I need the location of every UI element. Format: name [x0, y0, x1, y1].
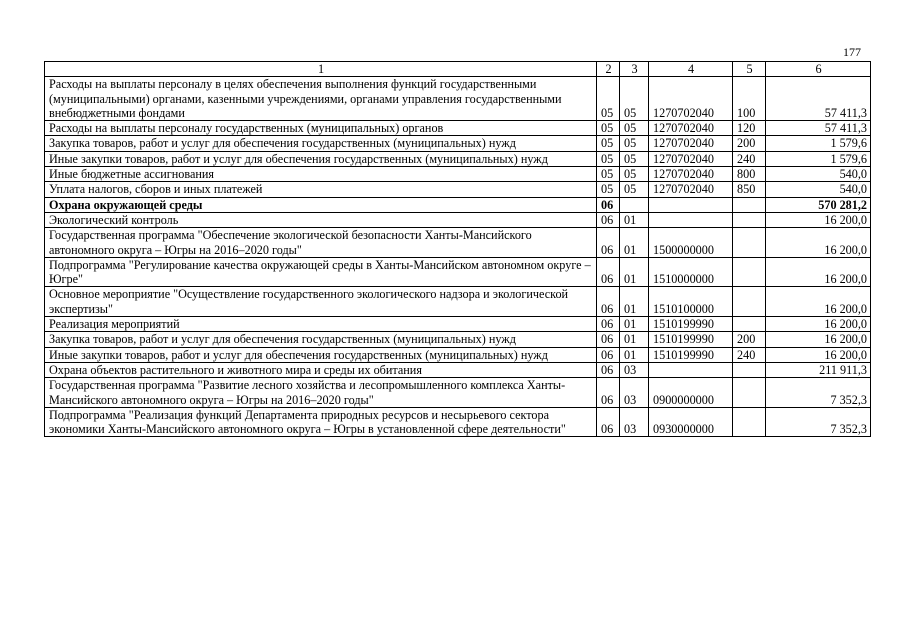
- column-header: 5: [733, 62, 766, 77]
- row-name-cell: Расходы на выплаты персоналу в целях обеспечения выполнения функций государственными (муниципальными) органами, казенными учреждениями, органами управления государственными внебюджетными фондами: [45, 77, 597, 121]
- row-target-code-cell: 1270702040: [649, 182, 733, 197]
- row-section-cell: 06: [597, 378, 620, 408]
- row-expense-type-cell: [733, 378, 766, 408]
- row-expense-type-cell: [733, 212, 766, 227]
- row-amount-cell: 16 200,0: [766, 228, 871, 258]
- row-section-cell: 06: [597, 332, 620, 347]
- row-name-cell: Подпрограмма "Регулирование качества окружающей среды в Ханты-Мансийском автономном округе – Югре": [45, 257, 597, 287]
- row-subsection-cell: 01: [620, 287, 649, 317]
- row-amount-cell: 16 200,0: [766, 287, 871, 317]
- row-subsection-cell: [620, 197, 649, 212]
- column-header: 4: [649, 62, 733, 77]
- row-expense-type-cell: 100: [733, 77, 766, 121]
- table-row: [45, 167, 871, 182]
- row-section-cell: 06: [597, 362, 620, 377]
- row-subsection-cell: 05: [620, 151, 649, 166]
- table-row: [45, 77, 871, 121]
- row-amount-cell: 57 411,3: [766, 121, 871, 136]
- row-expense-type-cell: [733, 287, 766, 317]
- row-amount-cell: 211 911,3: [766, 362, 871, 377]
- row-name-cell: Основное мероприятие "Осуществление государственного экологического надзора и экологической экспертизы": [45, 287, 597, 317]
- table-row: [45, 182, 871, 197]
- row-amount-cell: 570 281,2: [766, 197, 871, 212]
- row-target-code-cell: [649, 197, 733, 212]
- table-row: [45, 347, 871, 362]
- row-amount-cell: 16 200,0: [766, 332, 871, 347]
- row-subsection-cell: 05: [620, 121, 649, 136]
- row-subsection-cell: 01: [620, 228, 649, 258]
- row-target-code-cell: 1510199990: [649, 347, 733, 362]
- row-name-cell: Реализация мероприятий: [45, 317, 597, 332]
- row-amount-cell: 1 579,6: [766, 151, 871, 166]
- table-row: [45, 257, 871, 287]
- table-row: [45, 378, 871, 408]
- row-section-cell: 06: [597, 317, 620, 332]
- row-amount-cell: 16 200,0: [766, 257, 871, 287]
- row-target-code-cell: 1510100000: [649, 287, 733, 317]
- row-expense-type-cell: 200: [733, 136, 766, 151]
- row-target-code-cell: 1270702040: [649, 121, 733, 136]
- table-row: [45, 121, 871, 136]
- table-row: [45, 332, 871, 347]
- row-section-cell: 06: [597, 197, 620, 212]
- row-target-code-cell: 1270702040: [649, 151, 733, 166]
- row-amount-cell: 16 200,0: [766, 317, 871, 332]
- row-target-code-cell: 1510199990: [649, 332, 733, 347]
- row-amount-cell: 16 200,0: [766, 347, 871, 362]
- row-expense-type-cell: 240: [733, 347, 766, 362]
- row-amount-cell: 540,0: [766, 167, 871, 182]
- table-row: [45, 362, 871, 377]
- budget-table: [44, 61, 871, 437]
- row-target-code-cell: 1500000000: [649, 228, 733, 258]
- row-target-code-cell: 1270702040: [649, 167, 733, 182]
- row-expense-type-cell: [733, 407, 766, 437]
- row-section-cell: 06: [597, 257, 620, 287]
- table-header-row: [45, 62, 871, 77]
- row-name-cell: Охрана окружающей среды: [45, 197, 597, 212]
- column-header: 6: [766, 62, 871, 77]
- row-name-cell: Закупка товаров, работ и услуг для обеспечения государственных (муниципальных) нужд: [45, 136, 597, 151]
- row-expense-type-cell: [733, 257, 766, 287]
- row-subsection-cell: 01: [620, 347, 649, 362]
- table-row: [45, 287, 871, 317]
- table-row: [45, 136, 871, 151]
- column-header: 1: [45, 62, 597, 77]
- row-section-cell: 05: [597, 167, 620, 182]
- row-subsection-cell: 05: [620, 136, 649, 151]
- row-name-cell: Иные бюджетные ассигнования: [45, 167, 597, 182]
- row-subsection-cell: 01: [620, 257, 649, 287]
- table-row: [45, 407, 871, 437]
- column-header: 2: [597, 62, 620, 77]
- row-name-cell: Государственная программа "Обеспечение экологической безопасности Ханты-Мансийского автономного округа – Югры на 2016–2020 годы": [45, 228, 597, 258]
- row-target-code-cell: 0900000000: [649, 378, 733, 408]
- row-target-code-cell: [649, 212, 733, 227]
- row-target-code-cell: 1510000000: [649, 257, 733, 287]
- row-name-cell: Охрана объектов растительного и животного мира и среды их обитания: [45, 362, 597, 377]
- row-amount-cell: 1 579,6: [766, 136, 871, 151]
- row-target-code-cell: 1270702040: [649, 77, 733, 121]
- row-section-cell: 05: [597, 121, 620, 136]
- row-amount-cell: 540,0: [766, 182, 871, 197]
- row-expense-type-cell: [733, 228, 766, 258]
- row-expense-type-cell: 200: [733, 332, 766, 347]
- row-section-cell: 06: [597, 228, 620, 258]
- row-expense-type-cell: [733, 197, 766, 212]
- row-name-cell: Иные закупки товаров, работ и услуг для обеспечения государственных (муниципальных) нужд: [45, 347, 597, 362]
- column-header: 3: [620, 62, 649, 77]
- row-subsection-cell: 03: [620, 362, 649, 377]
- row-target-code-cell: [649, 362, 733, 377]
- row-section-cell: 05: [597, 151, 620, 166]
- row-target-code-cell: 1270702040: [649, 136, 733, 151]
- row-name-cell: Закупка товаров, работ и услуг для обеспечения государственных (муниципальных) нужд: [45, 332, 597, 347]
- row-section-cell: 06: [597, 407, 620, 437]
- row-section-cell: 05: [597, 182, 620, 197]
- row-amount-cell: 57 411,3: [766, 77, 871, 121]
- page-number: 177: [843, 45, 861, 59]
- row-expense-type-cell: 120: [733, 121, 766, 136]
- row-name-cell: Экологический контроль: [45, 212, 597, 227]
- table-row: [45, 151, 871, 166]
- table-row: [45, 228, 871, 258]
- row-section-cell: 05: [597, 77, 620, 121]
- row-subsection-cell: 01: [620, 332, 649, 347]
- row-expense-type-cell: 850: [733, 182, 766, 197]
- row-amount-cell: 16 200,0: [766, 212, 871, 227]
- row-name-cell: Расходы на выплаты персоналу государственных (муниципальных) органов: [45, 121, 597, 136]
- row-name-cell: Подпрограмма "Реализация функций Департамента природных ресурсов и несырьевого сектора экономики Ханты-Мансийского автономного округа – Югры в установленной сфере деятельности": [45, 407, 597, 437]
- row-target-code-cell: 0930000000: [649, 407, 733, 437]
- row-subsection-cell: 03: [620, 378, 649, 408]
- row-name-cell: Уплата налогов, сборов и иных платежей: [45, 182, 597, 197]
- row-amount-cell: 7 352,3: [766, 378, 871, 408]
- row-subsection-cell: 05: [620, 77, 649, 121]
- table-row: [45, 212, 871, 227]
- table-row: [45, 317, 871, 332]
- row-expense-type-cell: [733, 362, 766, 377]
- row-name-cell: Иные закупки товаров, работ и услуг для обеспечения государственных (муниципальных) нужд: [45, 151, 597, 166]
- row-expense-type-cell: 800: [733, 167, 766, 182]
- row-name-cell: Государственная программа "Развитие лесного хозяйства и лесопромышленного комплекса Ханты-Мансийского автономного округа – Югры на 2016–2020 годы": [45, 378, 597, 408]
- row-section-cell: 06: [597, 287, 620, 317]
- row-subsection-cell: 01: [620, 317, 649, 332]
- row-expense-type-cell: 240: [733, 151, 766, 166]
- row-section-cell: 05: [597, 136, 620, 151]
- table-row: [45, 197, 871, 212]
- row-subsection-cell: 01: [620, 212, 649, 227]
- row-subsection-cell: 05: [620, 167, 649, 182]
- row-amount-cell: 7 352,3: [766, 407, 871, 437]
- row-subsection-cell: 03: [620, 407, 649, 437]
- row-subsection-cell: 05: [620, 182, 649, 197]
- row-target-code-cell: 1510199990: [649, 317, 733, 332]
- row-section-cell: 06: [597, 347, 620, 362]
- row-section-cell: 06: [597, 212, 620, 227]
- row-expense-type-cell: [733, 317, 766, 332]
